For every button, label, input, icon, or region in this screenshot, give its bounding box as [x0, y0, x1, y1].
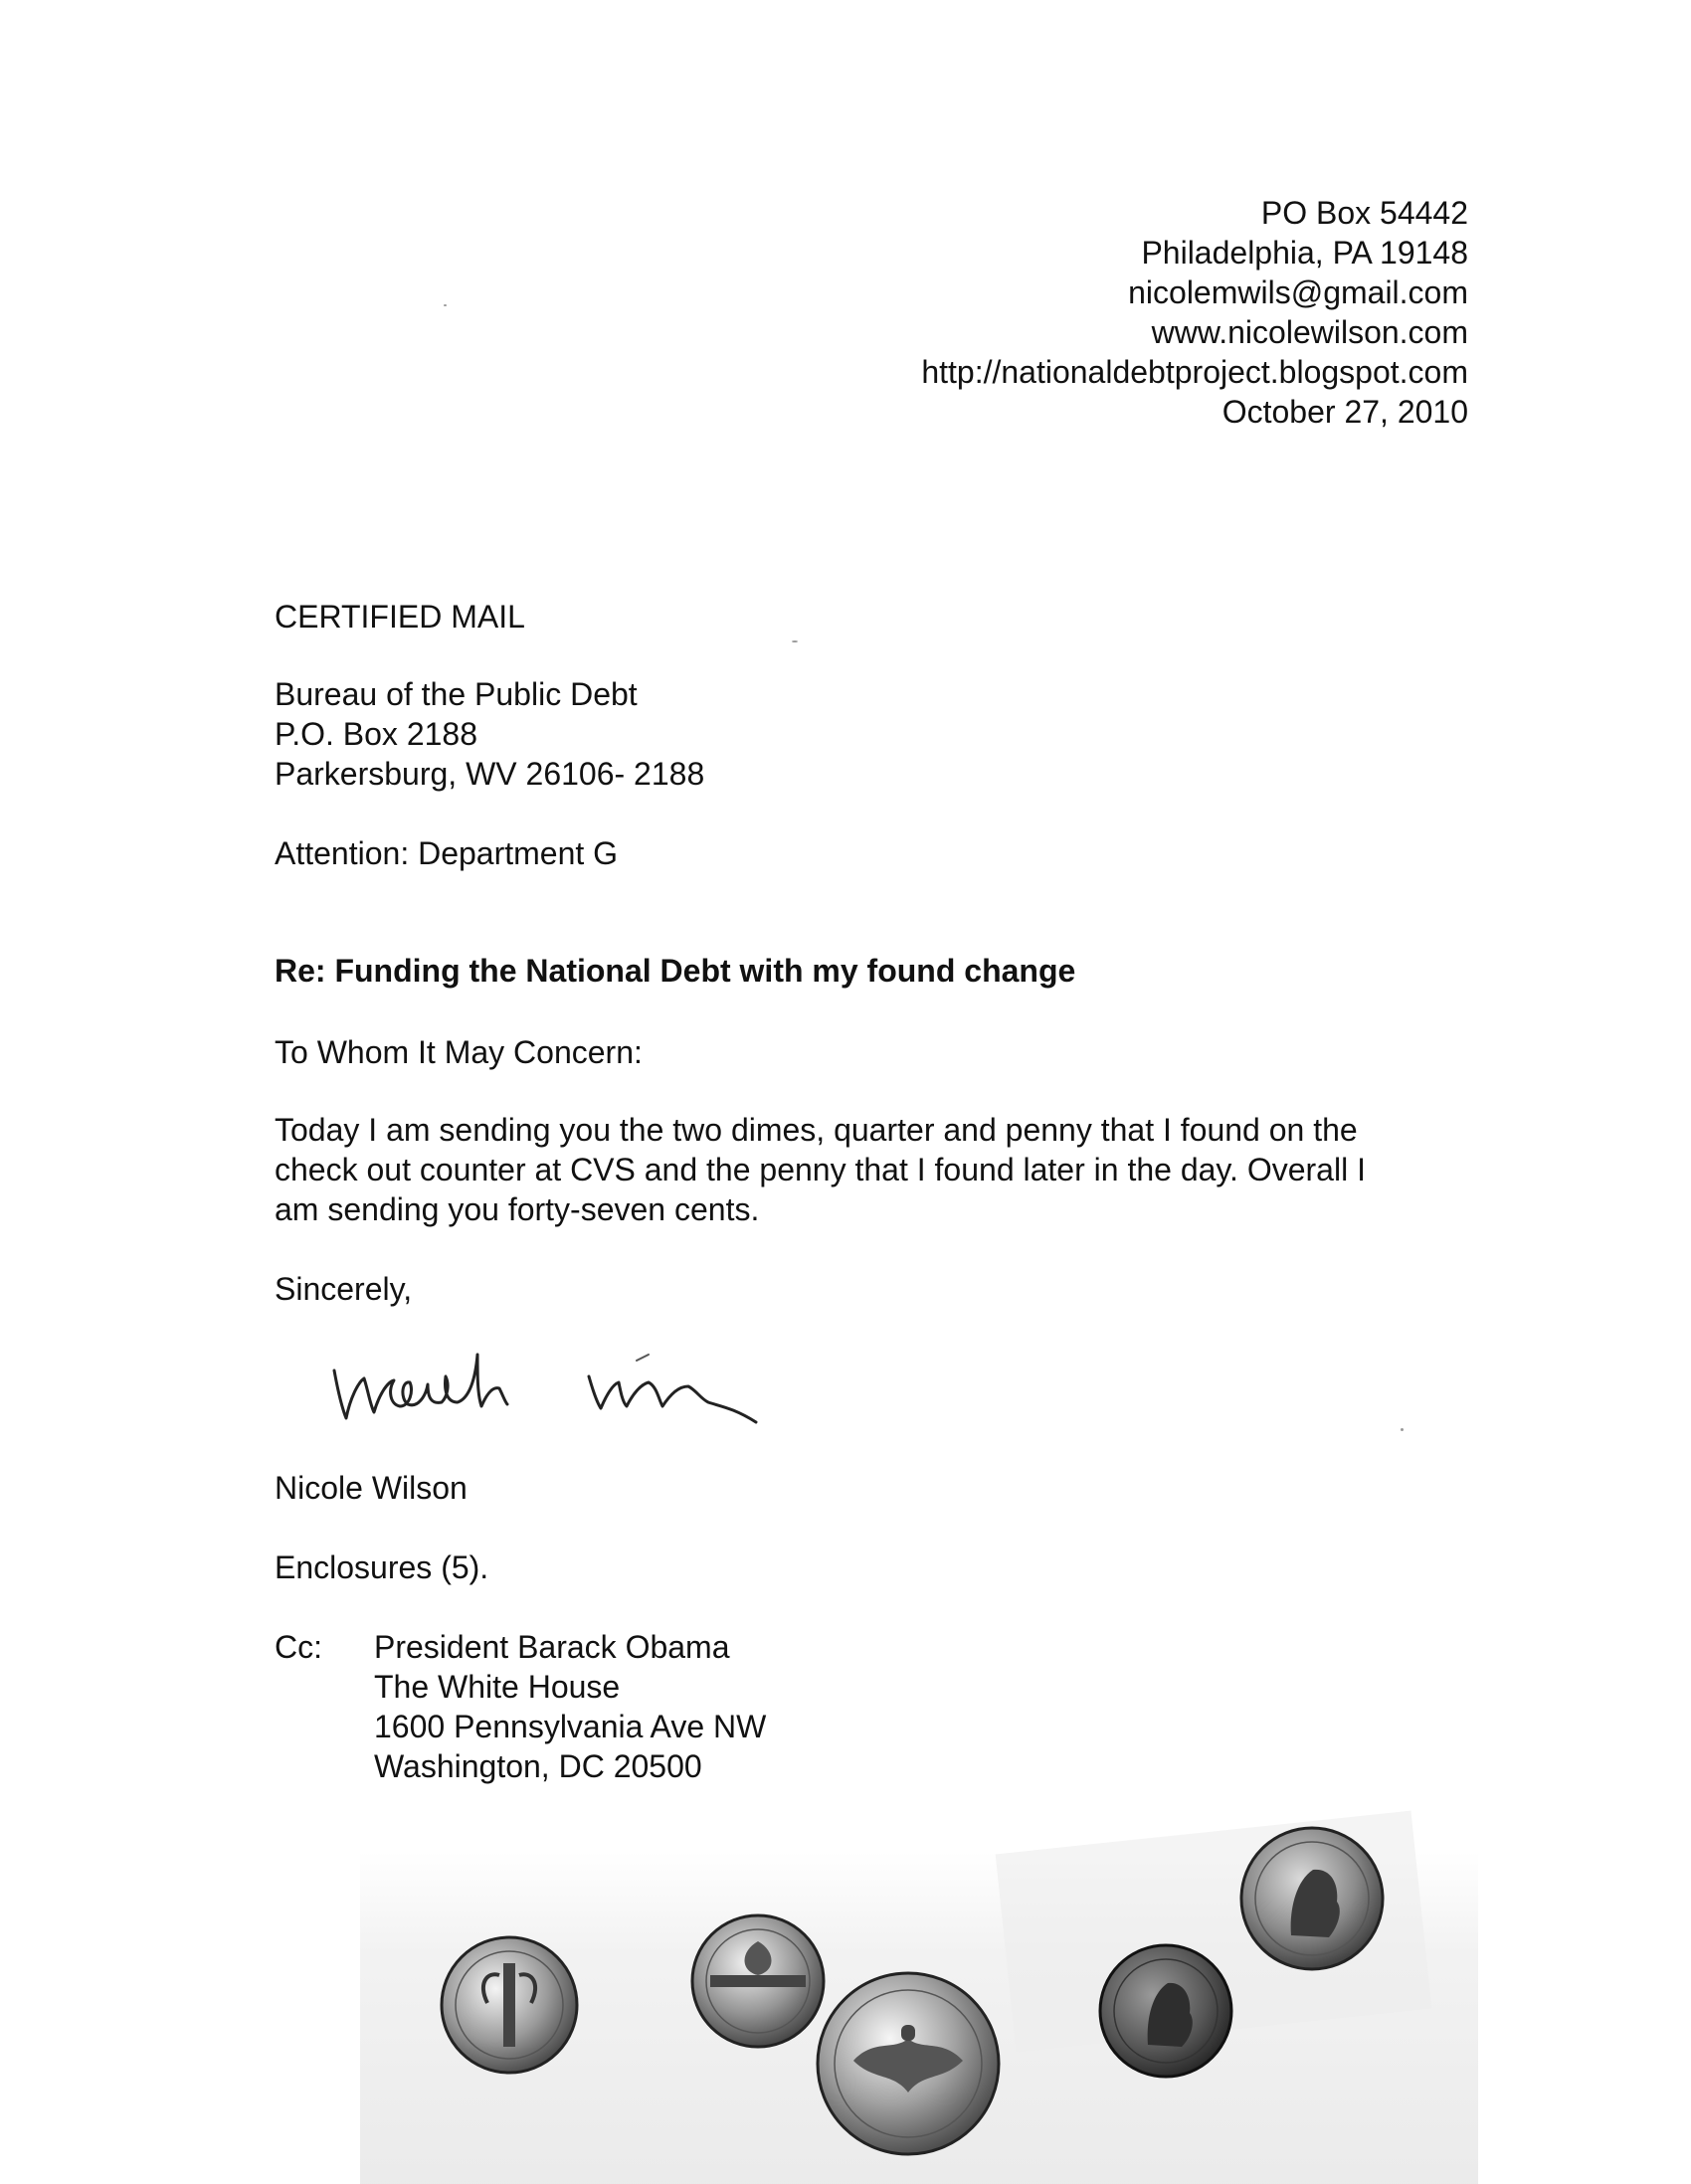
sender-email: nicolemwils@gmail.com [1128, 274, 1468, 310]
body-line: Today I am sending you the two dimes, quarter and penny that I found on the [275, 1112, 1358, 1148]
subject-line: Re: Funding the National Debt with my found change [275, 953, 1076, 989]
body-line: check out counter at CVS and the penny that I found later in the day. Overall I [275, 1152, 1366, 1187]
cc-name: President Barack Obama [374, 1629, 730, 1665]
certified-mail-label: CERTIFIED MAIL [275, 599, 525, 635]
scan-speck [1401, 1428, 1404, 1431]
recipient-po-box: P.O. Box 2188 [275, 716, 477, 752]
handwritten-signature [318, 1333, 796, 1452]
closing: Sincerely, [275, 1271, 413, 1307]
coin-quarter [814, 1969, 1003, 2158]
coin-dime [688, 1911, 828, 2051]
body-line: am sending you forty-seven cents. [275, 1191, 760, 1227]
coin-dime [438, 1933, 581, 2077]
attention-line: Attention: Department G [275, 835, 619, 871]
scan-speck [444, 304, 447, 306]
signature-name: Nicole Wilson [275, 1470, 468, 1506]
coin-penny [1237, 1824, 1387, 1973]
sender-website: www.nicolewilson.com [1151, 314, 1468, 350]
cc-city: Washington, DC 20500 [374, 1748, 702, 1784]
cc-street: 1600 Pennsylvania Ave NW [374, 1709, 767, 1744]
salutation: To Whom It May Concern: [275, 1034, 643, 1070]
letter-date: October 27, 2010 [1221, 394, 1468, 430]
enclosures-line: Enclosures (5). [275, 1549, 489, 1585]
cc-organization: The White House [374, 1669, 621, 1705]
sender-po-box: PO Box 54442 [1260, 195, 1468, 231]
sender-address-block [921, 193, 1468, 432]
recipient-name: Bureau of the Public Debt [275, 676, 638, 712]
sender-blog-url: http://nationaldebtproject.blogspot.com [921, 354, 1468, 390]
cc-label: Cc: [275, 1629, 322, 1665]
scan-speck [792, 640, 798, 642]
sender-city: Philadelphia, PA 19148 [1141, 235, 1468, 271]
coin-penny [1096, 1941, 1235, 2081]
recipient-city: Parkersburg, WV 26106- 2188 [275, 756, 705, 792]
